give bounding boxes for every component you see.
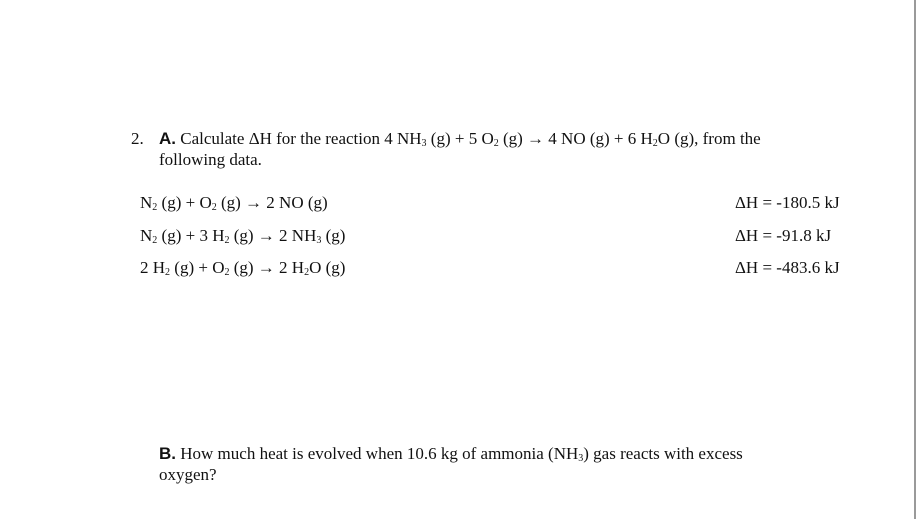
part-a-text: O (g), from the bbox=[657, 129, 761, 148]
part-a-prompt bbox=[159, 128, 761, 149]
subscript: 3 bbox=[421, 138, 427, 149]
subscript: 2 bbox=[211, 202, 217, 213]
part-a-text: Calculate ΔH for the reaction 4 NH bbox=[180, 129, 422, 148]
subscript: 3 bbox=[578, 453, 584, 464]
part-a-prompt-continued: following data. bbox=[159, 150, 262, 169]
eq-text: (g) → 2 NH bbox=[229, 226, 317, 245]
eq-text: O (g) bbox=[309, 258, 346, 277]
subscript: 2 bbox=[224, 235, 230, 246]
part-b-label: B. bbox=[159, 444, 176, 463]
reaction-1-enthalpy: ΔH = -180.5 kJ bbox=[735, 193, 840, 212]
subscript: 2 bbox=[304, 267, 310, 278]
part-b-text: How much heat is evolved when 10.6 kg of ammonia (NH bbox=[176, 444, 579, 463]
reaction-2-enthalpy: ΔH = -91.8 kJ bbox=[735, 226, 832, 245]
part-a-text: (g) → 4 NO (g) + 6 H bbox=[498, 129, 653, 148]
part-b-text: ) gas reacts with excess bbox=[583, 444, 743, 463]
eq-text: (g) + 3 H bbox=[157, 226, 225, 245]
subscript: 2 bbox=[165, 267, 171, 278]
part-b-line2: oxygen? bbox=[159, 465, 217, 484]
eq-text: N bbox=[140, 226, 153, 245]
eq-text: (g) + O bbox=[170, 258, 225, 277]
part-b-prompt bbox=[159, 443, 743, 485]
part-a-text: (g) + 5 O bbox=[426, 129, 494, 148]
subscript: 3 bbox=[316, 235, 322, 246]
reaction-3-enthalpy: ΔH = -483.6 kJ bbox=[735, 258, 840, 277]
page-right-border bbox=[914, 0, 916, 519]
eq-text: N bbox=[140, 193, 153, 212]
subscript: 2 bbox=[493, 138, 499, 149]
question-number: 2. bbox=[131, 129, 144, 148]
eq-text: (g) + O bbox=[157, 193, 212, 212]
reaction-1-equation bbox=[140, 193, 328, 213]
part-a-label: A. bbox=[159, 129, 176, 148]
part-b-line1 bbox=[159, 443, 743, 464]
reaction-3-equation bbox=[140, 258, 345, 278]
subscript: 2 bbox=[152, 235, 158, 246]
subscript: 2 bbox=[224, 267, 230, 278]
eq-text: (g) → 2 NO (g) bbox=[216, 193, 328, 212]
eq-text: (g) bbox=[321, 226, 346, 245]
eq-text: 2 H bbox=[140, 258, 166, 277]
subscript: 2 bbox=[652, 138, 658, 149]
reaction-2-equation bbox=[140, 226, 345, 246]
subscript: 2 bbox=[152, 202, 158, 213]
eq-text: (g) → 2 H bbox=[229, 258, 305, 277]
